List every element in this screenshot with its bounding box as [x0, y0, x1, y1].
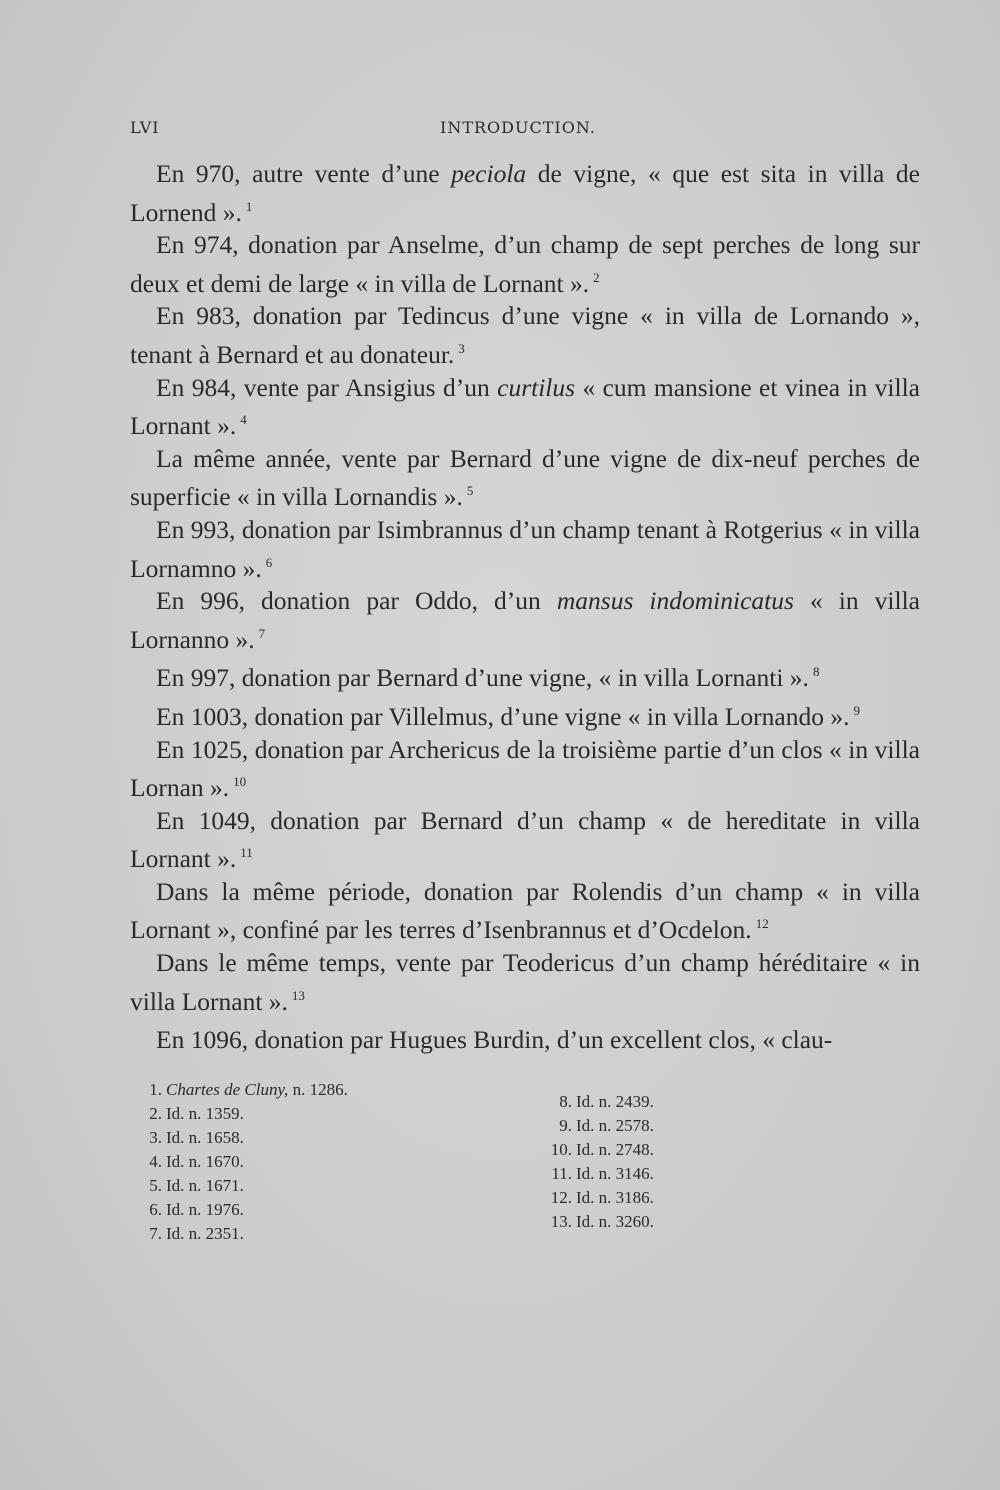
footnote-number: 10. [550, 1140, 572, 1159]
footnote-marker: 3 [458, 340, 465, 356]
paragraph [130, 229, 920, 300]
paragraph-text: La même année, vente par Bernard d’une vigne de dix-neuf perches de superficie « in villa Lornandis ». [130, 443, 920, 512]
footnote-number: 4. [149, 1152, 162, 1171]
footnote-reference: Id. n. 1976. [166, 1200, 244, 1219]
footnote [138, 1198, 438, 1222]
paragraph-text: Dans le même temps, vente par Teodericus d’un champ héréditaire « in villa Lornant ». [130, 948, 920, 1016]
footnote-marker: 11 [240, 845, 253, 861]
footnote-marker: 4 [240, 412, 247, 428]
latin-term: peciola [451, 159, 527, 188]
footnote [548, 1114, 848, 1138]
paragraph [130, 805, 920, 876]
footnote [138, 1150, 438, 1174]
footnote-reference: Id. n. 2578. [576, 1116, 654, 1135]
footnote-marker: 8 [812, 664, 820, 680]
paragraph-text: Dans la même période, donation par Rolendis d’un champ « in villa Lornant », confiné par les terres d’Isenbrannus et d’Ocdelon. [130, 876, 920, 945]
paragraph-text: En 997, donation par Bernard d’une vigne, « in villa Lornanti ». [156, 663, 809, 693]
footnote-source: Chartes de Cluny, [166, 1080, 289, 1099]
paragraph-text: En 983, donation par Tedincus d’une vigne « in villa de Lornando », tenant à Bernard et au donateur. [130, 301, 920, 369]
footnote-number: 11. [551, 1164, 572, 1183]
paragraph [130, 585, 920, 656]
footnote-reference: Id. n. 2351. [166, 1224, 244, 1243]
footnote-reference: Id. n. 3260. [576, 1212, 654, 1231]
footnote [138, 1126, 438, 1150]
footnote [548, 1090, 848, 1114]
footnote-reference: n. 1286. [288, 1080, 348, 1099]
paragraph-text: En 974, donation par Anselme, d’un champ de sept perches de long sur deux et demi de large « in villa de Lornant ». [130, 230, 920, 298]
footnote-marker: 2 [593, 269, 600, 285]
paragraph-text: de vigne, « que est sita in villa de Lornend ». [130, 159, 920, 227]
paragraph [130, 876, 920, 947]
footnote [138, 1174, 438, 1198]
footnote-marker: 6 [265, 554, 273, 570]
footnote-marker: 9 [853, 702, 860, 718]
paragraph [130, 734, 920, 805]
footnote-marker: 12 [755, 916, 769, 932]
body-text [130, 158, 920, 1057]
paragraph-text: En 1003, donation par Villelmus, d’une vigne « in villa Lornando ». [156, 701, 850, 731]
paragraph [130, 695, 920, 734]
paragraph [130, 1018, 920, 1057]
footnote [138, 1078, 438, 1102]
footnote-reference: Id. n. 1670. [166, 1152, 244, 1171]
footnote-reference: Id. n. 1658. [166, 1128, 244, 1147]
latin-term: mansus indominicatus [556, 586, 794, 616]
footnote [138, 1102, 438, 1126]
paragraph-text: « in villa Lornanno ». [130, 586, 920, 654]
paragraph [130, 947, 920, 1018]
footnote-reference: Id. n. 2439. [576, 1092, 654, 1111]
running-title: INTRODUCTION. [440, 118, 596, 137]
paragraph-text: « cum mansione et vinea in villa Lornant ». [130, 372, 921, 441]
footnote [548, 1162, 848, 1186]
latin-term: curtilus [497, 372, 576, 402]
footnote-number: 7. [149, 1224, 162, 1243]
footnote [138, 1222, 438, 1246]
footnote-number: 8. [559, 1092, 572, 1111]
paragraph-text: En 1049, donation par Bernard d’un champ « de hereditate in villa Lornant ». [130, 805, 920, 874]
footnotes-right-column [548, 1090, 848, 1234]
paragraph-text: En 984, vente par Ansigius d’un [156, 372, 498, 402]
footnote-marker: 1 [245, 198, 253, 214]
paragraph-text: En 1096, donation par Hugues Burdin, d’un excellent clos, « clau- [156, 1025, 833, 1055]
footnote-number: 13. [550, 1212, 572, 1231]
footnote-reference: Id. n. 3186. [576, 1188, 654, 1207]
footnote [548, 1210, 848, 1234]
paragraph-text: En 1025, donation par Archericus de la troisième partie d’un clos « in villa Lornan ». [130, 734, 920, 803]
paragraph-text: En 996, donation par Oddo, d’un [156, 586, 557, 616]
footnote-number: 2. [149, 1104, 162, 1123]
paragraph [130, 443, 920, 514]
footnote-marker: 5 [466, 483, 474, 499]
footnote-number: 5. [149, 1176, 162, 1195]
paragraph-text: En 970, autre vente d’une [156, 159, 452, 188]
paragraph [130, 514, 920, 585]
footnote-number: 12. [550, 1188, 572, 1207]
paragraph [130, 300, 920, 371]
footnote-number: 6. [149, 1200, 162, 1219]
footnote-number: 3. [149, 1128, 162, 1147]
paragraph-text: En 993, donation par Isimbrannus d’un champ tenant à Rotgerius « in villa Lornamno ». [130, 514, 920, 583]
footnote-number: 1. [149, 1080, 162, 1099]
footnote-marker: 10 [233, 774, 247, 790]
footnote [548, 1186, 848, 1210]
footnote-marker: 13 [291, 987, 305, 1003]
paragraph [130, 656, 920, 695]
footnote-marker: 7 [258, 625, 266, 641]
footnote-reference: Id. n. 1671. [166, 1176, 244, 1195]
footnote-reference: Id. n. 1359. [166, 1104, 244, 1123]
page-number: LVI [130, 118, 160, 137]
footnote-reference: Id. n. 3146. [576, 1164, 654, 1183]
paragraph [130, 158, 920, 229]
footnote [548, 1138, 848, 1162]
footnote-number: 9. [559, 1116, 572, 1135]
paragraph [130, 372, 920, 443]
footnote-reference: Id. n. 2748. [576, 1140, 654, 1159]
footnotes-left-column [138, 1078, 438, 1246]
